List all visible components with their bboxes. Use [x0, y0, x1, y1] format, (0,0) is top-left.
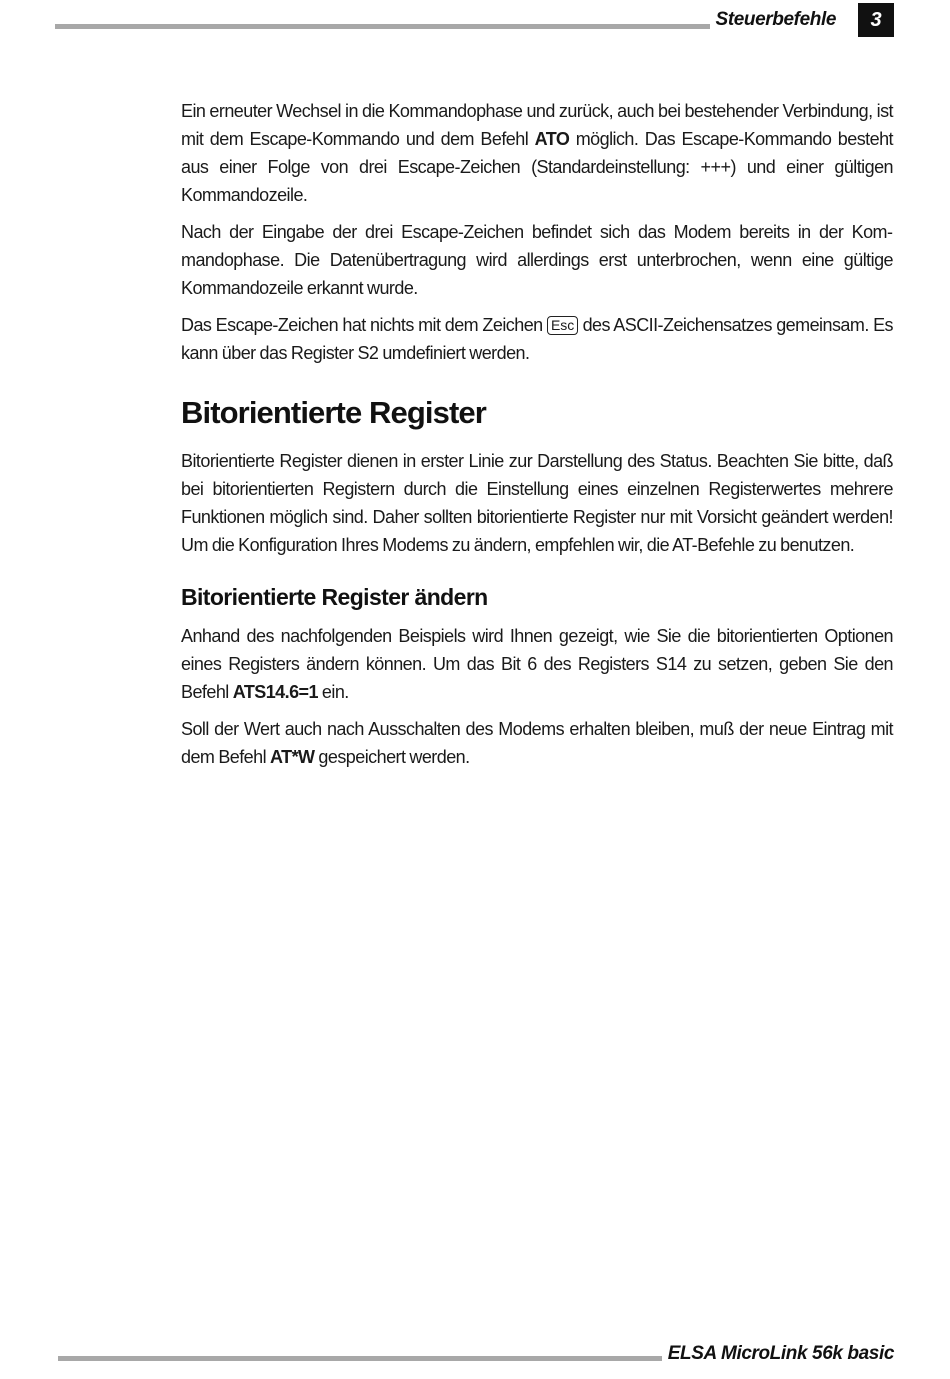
paragraph-save-value: [181, 715, 893, 771]
paragraph-text: Soll der Wert auch nach Ausschalten des Modems erhalten bleiben, muß der neue Eintrag mit dem Befehl: [181, 719, 893, 767]
chapter-number-badge: 3: [858, 3, 894, 37]
paragraph-text: ein.: [317, 682, 349, 702]
paragraph-escape-character: [181, 311, 893, 367]
page-body: [181, 97, 893, 780]
paragraph-escape-command: [181, 97, 893, 209]
paragraph-change-bits: [181, 622, 893, 706]
paragraph-command-phase: Nach der Eingabe der drei Escape-Zeichen befindet sich das Modem bereits in der Kommandophase. Die Datenübertragung wird allerdings erst unterbrochen, wenn eine gültige Kommandozeile erkannt wurde.: [181, 222, 893, 298]
command-ato: ATO: [534, 129, 570, 149]
paragraph-text: Das Escape-Zeichen hat nichts mit dem Zeichen: [181, 315, 547, 335]
running-footer-title: ELSA MicroLink 56k basic: [662, 1343, 894, 1365]
paragraph-text: möglich. Das Escape-Kommando besteht aus einer Folge von drei Escape-Zeichen (Standardeinstellung: +++) und einer gültigen Kommandozeile.: [181, 129, 893, 205]
command-ats14: ATS14.6=1: [232, 682, 318, 702]
command-at-w: AT*W: [270, 747, 315, 767]
running-header-title: Steuerbefehle: [710, 9, 836, 31]
paragraph-text: des ASCII-Zeichensatzes gemeinsam. Es kann über das Register S2 umdefiniert werden.: [181, 315, 893, 363]
subsection-heading: Bitorientierte Register ändern: [181, 584, 488, 610]
paragraph-text: Ein erneuter Wechsel in die Kommandophase und zurück, auch bei bestehender Verbindung, ist mit dem Escape-Kommando und dem Befehl: [181, 101, 893, 149]
paragraph-text: gespeichert werden.: [314, 747, 470, 767]
paragraph-bit-registers: Bitorientierte Register dienen in erster Linie zur Darstellung des Status. Beachten Sie bitte, daß bei bitorientierten Registern durch die Einstellung eines einzelnen Registerwertes mehrere Funktionen möglich sind. Daher sollten bitorientierte Register nur mit Vorsicht geändert werden! Um die Konfiguration Ihres Modems zu ändern, empfehlen wir, die AT-Befehle zu benutzen.: [181, 451, 893, 555]
paragraph-text: Anhand des nachfolgenden Beispiels wird Ihnen gezeigt, wie Sie die bitorientierten Optionen eines Registers ändern können. Um das Bit 6 des Registers S14 zu setzen, geben Sie den Befehl: [181, 626, 893, 702]
esc-key-icon: Esc: [547, 316, 578, 335]
section-heading: Bitorientierte Register: [181, 395, 486, 430]
